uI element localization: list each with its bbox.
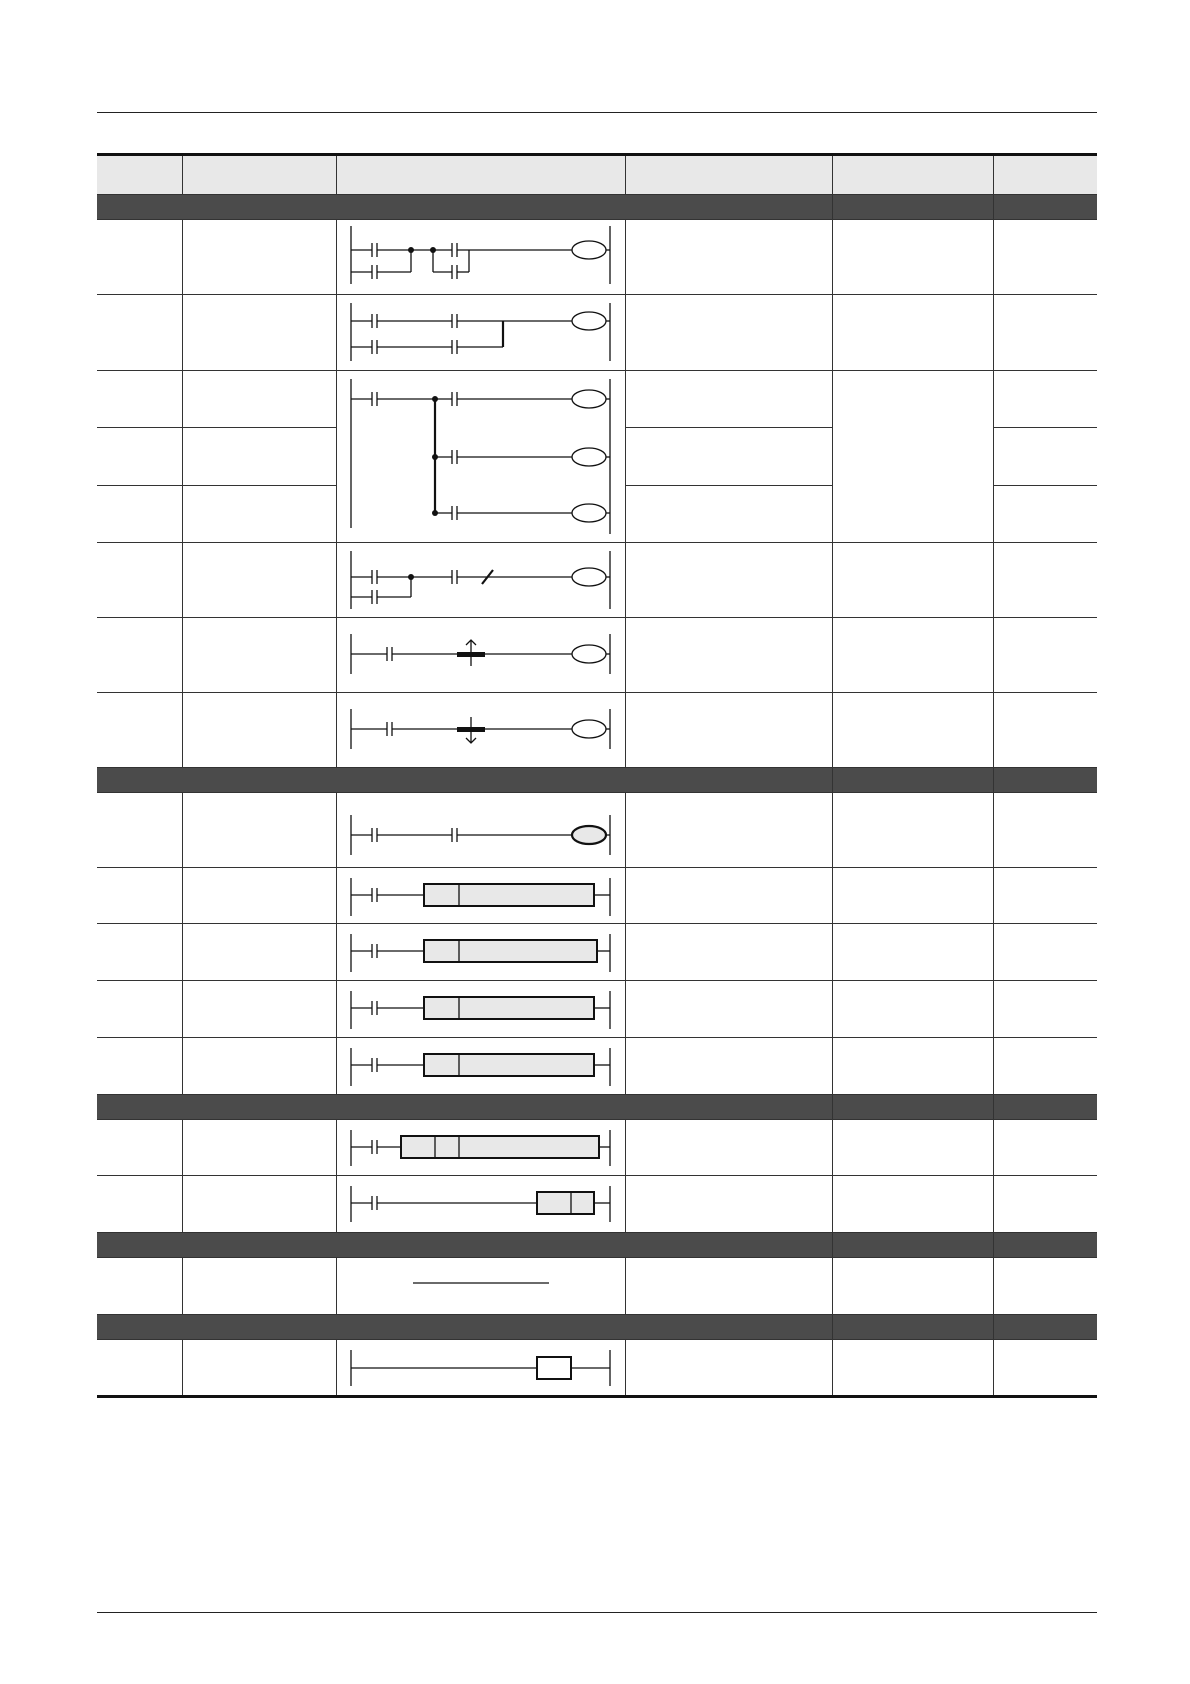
ladder-diagram-orb xyxy=(337,295,626,370)
ladder-diagram-cell xyxy=(336,1340,625,1397)
table-row xyxy=(97,1176,1097,1233)
ladder-diagram-nop xyxy=(337,1258,626,1314)
section-header-row xyxy=(97,195,1097,220)
table-row xyxy=(97,793,1097,868)
table-row xyxy=(97,543,1097,618)
section-header-row xyxy=(97,1233,1097,1258)
ladder-diagram-cell xyxy=(336,693,625,768)
table-row xyxy=(97,981,1097,1038)
ladder-diagram-cell xyxy=(336,543,625,618)
ladder-diagram-out xyxy=(337,793,626,867)
ladder-diagram-inv xyxy=(337,543,626,617)
table-header-row xyxy=(97,155,1097,195)
section-header-row xyxy=(97,1315,1097,1340)
ladder-diagram-cell xyxy=(336,371,625,543)
table-row xyxy=(97,1340,1097,1397)
table-row xyxy=(97,924,1097,981)
ladder-diagram-cell xyxy=(336,1176,625,1233)
ladder-diagram-cell xyxy=(336,1120,625,1176)
ladder-diagram-box-1 xyxy=(337,868,626,923)
header-cell xyxy=(625,155,832,195)
ladder-diagram-cell xyxy=(336,981,625,1038)
ladder-diagram-cell xyxy=(336,868,625,924)
table-row xyxy=(97,1120,1097,1176)
ladder-diagram-end xyxy=(337,1340,626,1395)
ladder-diagram-mps-mrd-mpp xyxy=(337,371,626,542)
ladder-diagram-mep xyxy=(337,618,626,692)
table-row xyxy=(97,868,1097,924)
ladder-diagram-mc xyxy=(337,1120,626,1175)
ladder-diagram-mef xyxy=(337,693,626,767)
ladder-diagram-box-3 xyxy=(337,981,626,1037)
ladder-diagram-cell xyxy=(336,618,625,693)
table-row xyxy=(97,295,1097,371)
header-cell xyxy=(336,155,625,195)
header-cell xyxy=(182,155,336,195)
footer-rule xyxy=(97,1612,1097,1613)
ladder-diagram-mcr xyxy=(337,1176,626,1232)
ladder-diagram-cell xyxy=(336,1258,625,1315)
instruction-table xyxy=(97,153,1097,1398)
ladder-diagram-box-4 xyxy=(337,1038,626,1094)
table-row xyxy=(97,220,1097,295)
ladder-diagram-cell xyxy=(336,295,625,371)
ladder-diagram-cell xyxy=(336,924,625,981)
header-cell xyxy=(993,155,1097,195)
table-row xyxy=(97,1258,1097,1315)
table-row xyxy=(97,371,1097,428)
ladder-diagram-anb xyxy=(337,220,626,294)
header-cell xyxy=(832,155,993,195)
ladder-diagram-cell xyxy=(336,793,625,868)
header-cell xyxy=(97,155,182,195)
table-row xyxy=(97,618,1097,693)
header-rule xyxy=(97,112,1097,113)
ladder-diagram-box-2 xyxy=(337,924,626,980)
section-header-row xyxy=(97,1095,1097,1120)
table-row xyxy=(97,693,1097,768)
section-header-row xyxy=(97,768,1097,793)
ladder-diagram-cell xyxy=(336,220,625,295)
table-row xyxy=(97,1038,1097,1095)
ladder-diagram-cell xyxy=(336,1038,625,1095)
